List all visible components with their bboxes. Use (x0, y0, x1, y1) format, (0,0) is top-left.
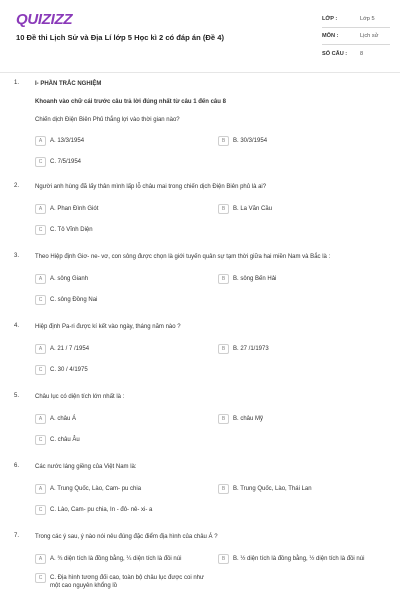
meta-label: LỚP : (322, 16, 338, 22)
option-b[interactable] (218, 485, 388, 494)
option-text: B. 27 /1/1973 (233, 346, 269, 352)
option-text: A. sông Gianh (50, 276, 89, 282)
meta-label: MÔN : (322, 33, 339, 39)
option-letter: B (218, 344, 229, 354)
option-letter: B (218, 414, 229, 424)
question-number: 1. (14, 80, 20, 86)
option-letter: B (218, 274, 229, 284)
option-text: C. Tô Vĩnh Diện (50, 227, 93, 233)
option-b[interactable] (218, 205, 388, 214)
option-a[interactable] (35, 137, 205, 146)
option-a[interactable] (35, 345, 205, 354)
option-a[interactable] (35, 275, 205, 284)
option-letter: C (35, 365, 46, 375)
option-letter: C (35, 295, 46, 305)
option-text: B. ½ diện tích là đồng bằng, ½ diện tích là đồi núi (233, 556, 365, 562)
meta-row-class (322, 11, 390, 28)
option-text: A. ¾ diện tích là đồng bằng, ¼ diện tích là đồi núi (50, 556, 182, 562)
option-text: C. 30 / 4/1975 (50, 367, 88, 373)
option-a[interactable] (35, 415, 205, 424)
question-number: 7. (14, 533, 20, 539)
option-letter: C (35, 505, 46, 515)
option-a[interactable] (35, 555, 205, 564)
option-c[interactable] (35, 296, 205, 305)
option-text: B. 30/3/1954 (233, 138, 268, 144)
option-text: C. châu Âu (50, 437, 80, 443)
question-text: Theo Hiệp định Giơ- ne- vơ, con sông được chọn là giới tuyến quân sự tạm thời giữa hai miền Nam và Bắc là : (35, 254, 331, 260)
option-b[interactable] (218, 555, 388, 564)
question-text: Người anh hùng đã lấy thân mình lấp lỗ châu mai trong chiến dịch Điện Biên phủ là ai? (35, 184, 267, 190)
option-text: C. 7/5/1954 (50, 159, 82, 165)
meta-value: Lớp 5 (360, 16, 375, 22)
option-text: B. châu Mỹ (233, 416, 264, 422)
option-letter: A (35, 554, 46, 564)
option-c[interactable] (35, 158, 205, 167)
option-text: A. châu Á (50, 416, 77, 422)
section-title: I- PHẦN TRẮC NGHIỆM (35, 81, 102, 87)
option-text: A. 21 / 7 /1954 (50, 346, 90, 352)
option-letter: A (35, 484, 46, 494)
option-b[interactable] (218, 137, 388, 146)
instruction-text: Khoanh vào chữ cái trước câu trả lời đúng nhất từ câu 1 đến câu 8 (35, 99, 226, 105)
header-divider (0, 72, 400, 73)
option-letter: C (35, 157, 46, 167)
option-b[interactable] (218, 415, 388, 424)
option-text: B. La Văn Cầu (233, 206, 273, 212)
question-text: Chiến dịch Điện Biên Phủ thắng lợi vào thời gian nào? (35, 117, 180, 123)
option-text: A. Trung Quốc, Lào, Cam- pu chia (50, 486, 142, 492)
option-letter: C (35, 435, 46, 445)
option-letter: B (218, 136, 229, 146)
question-text: Các nước láng giềng của Việt Nam là: (35, 464, 137, 470)
question-text: Châu lục có diện tích lớn nhất là : (35, 394, 125, 400)
question-text: Hiệp định Pa-ri được kí kết vào ngày, tháng năm nào ? (35, 324, 181, 330)
option-letter: B (218, 204, 229, 214)
option-b[interactable] (218, 345, 388, 354)
meta-label: SỐ CÂU : (322, 50, 348, 57)
option-letter: C (35, 573, 46, 583)
question-number: 4. (14, 323, 20, 329)
meta-row-subject (322, 28, 390, 45)
option-letter: A (35, 204, 46, 214)
option-c[interactable] (35, 436, 205, 445)
meta-value: 8 (360, 50, 364, 57)
option-c[interactable] (35, 506, 205, 515)
option-b[interactable] (218, 275, 388, 284)
option-c[interactable] (35, 574, 205, 590)
question-number: 3. (14, 253, 20, 259)
option-a[interactable] (35, 205, 205, 214)
question-text: Trong các ý sau, ý nào nói nêu đúng đặc điểm địa hình của châu Á ? (35, 534, 218, 540)
question-number: 6. (14, 463, 20, 469)
option-a[interactable] (35, 485, 205, 494)
option-c[interactable] (35, 226, 205, 235)
option-letter: A (35, 136, 46, 146)
option-text: B. Trung Quốc, Lào, Thái Lan (233, 486, 312, 492)
meta-box (322, 11, 390, 62)
question-number: 2. (14, 183, 20, 189)
option-text: C. Lào, Cam- pu chia, In - đô- nê- xi- a (50, 507, 153, 513)
option-letter: A (35, 344, 46, 354)
question-number: 5. (14, 393, 20, 399)
option-letter: C (35, 225, 46, 235)
option-text: C. Địa hình tương đối cao, toàn bộ châu lục được coi như một cao nguyên khổng lồ (50, 575, 205, 589)
option-text: B. sông Bến Hải (233, 276, 277, 282)
option-letter: B (218, 554, 229, 564)
option-letter: A (35, 274, 46, 284)
quizizz-logo: QUIZIZZ (16, 11, 73, 28)
option-letter: B (218, 484, 229, 494)
page-header (0, 0, 400, 72)
option-c[interactable] (35, 366, 205, 375)
meta-value: Lịch sử (360, 33, 379, 39)
option-text: A. Phan Đình Giót (50, 206, 99, 212)
meta-row-count (322, 45, 390, 62)
option-text: C. sông Đồng Nai (50, 297, 98, 303)
option-text: A. 13/3/1954 (50, 138, 85, 144)
document-title: 10 Đề thi Lịch Sử và Địa Lí lớp 5 Học kì 2 có đáp án (Đề 4) (16, 33, 224, 42)
option-letter: A (35, 414, 46, 424)
